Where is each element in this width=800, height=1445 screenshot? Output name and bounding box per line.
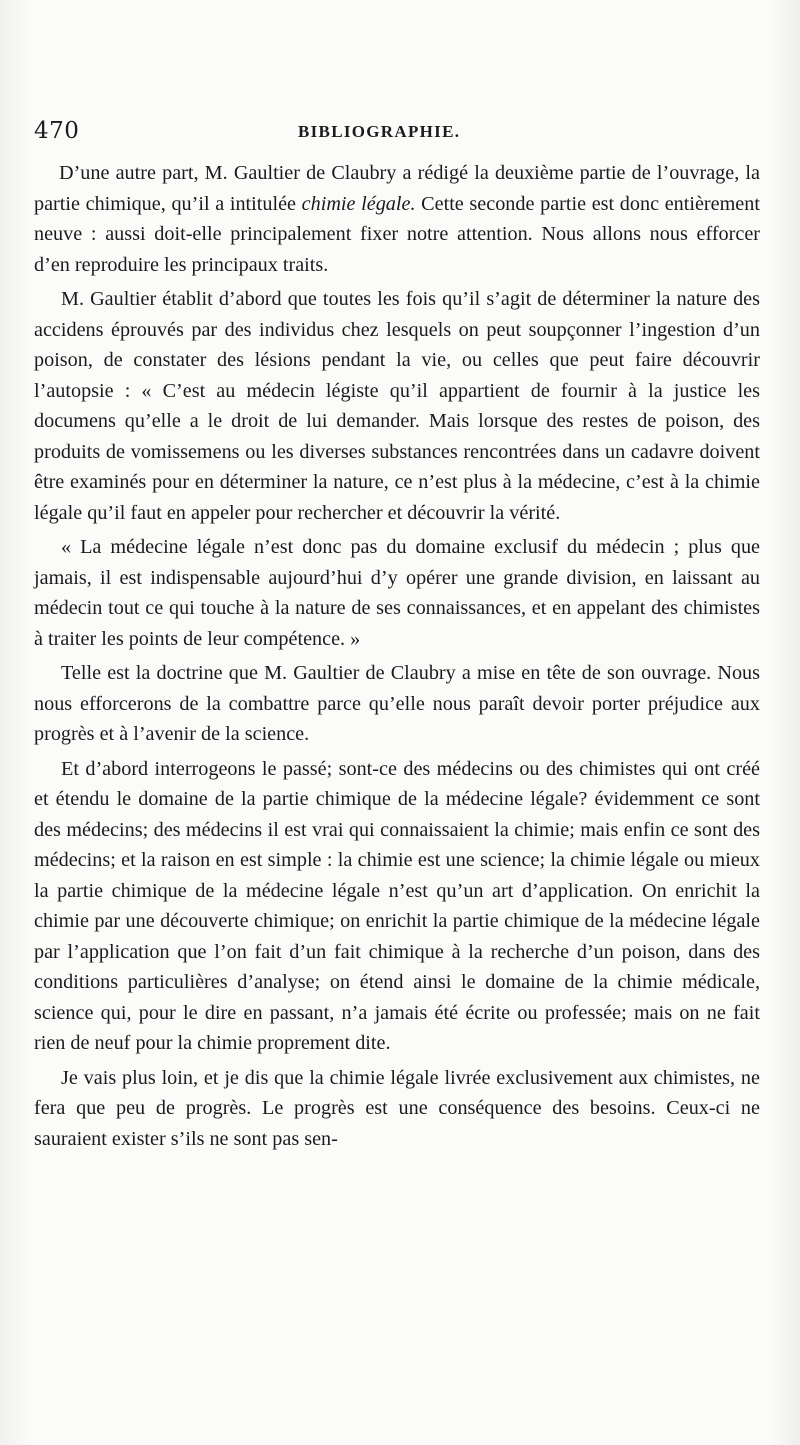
body-text — [34, 158, 760, 1154]
paragraph-6: Je vais plus loin, et je dis que la chimie légale livrée exclusivement aux chimistes, ne fera que peu de progrès. Le progrès est une conséquence des besoins. Ceux-ci ne sauraient exister s’ils ne sont pas sen- — [34, 1066, 760, 1150]
page-number: 470 — [34, 118, 80, 144]
paragraph-5: Et d’abord interrogeons le passé; sont-ce des médecins ou des chimistes qui ont créé et étendu le domaine de la partie chimique de la médecine légale? évidemment ce sont des médecins; des médecins il est vrai qui connaissaient la chimie; mais enfin ce sont des médecins; et la raison en est simple : la chimie est une science; la chimie légale ou mieux la partie chimique de la médecine légale n’est qu’un art d’application. On enrichit la chimie par une découverte chimique; on enrichit la partie chimique de la médecine légale par l’application que l’on fait d’un fait chimique à la recherche d’un poison, dans des conditions particulières d’analyse; on étend ainsi le domaine de la chimie médicale, science qui, pour le dire en passant, n’a jamais été écrite ou professée; mais on ne fait rien de neuf pour la chimie proprement dite. — [34, 757, 760, 1054]
page-header — [34, 118, 760, 152]
paragraph-3: « La médecine légale n’est donc pas du domaine exclusif du médecin ; plus que jamais, il est indispensable aujourd’hui d’y opérer une grande division, en laissant au médecin tout ce qui touche à la nature de ses connaissances, et en appelant des chimistes à traiter les points de leur compétence. » — [34, 536, 760, 650]
paragraph-4: Telle est la doctrine que M. Gaultier de Claubry a mise en tête de son ouvrage. Nous nous efforcerons de la combattre parce qu’elle nous paraît devoir porter préjudice aux progrès et à l’avenir de la science. — [34, 662, 760, 745]
paragraph-1 — [34, 158, 760, 280]
running-head: BIBLIOGRAPHIE. — [298, 122, 461, 141]
paragraph-1-text-before-italic: D’une autre part, M. Gaultier de Claubry a rédigé la deuxième partie de l’ouvrage, la partie chimique, qu’il a intitulée — [34, 162, 760, 215]
paragraph-1-italic-title: chimie légale. — [301, 192, 416, 215]
paragraph-2: M. Gaultier établit d’abord que toutes les fois qu’il s’agit de déterminer la nature des accidens éprouvés par des individus chez lesquels on peut soupçonner l’ingestion d’un poison, de constater des lésions pendant la vie, ou celles que peut faire découvrir l’autopsie : « C’est au médecin légiste qu’il appartient de fournir à la justice les documens qu’elle a le droit de lui demander. Mais lorsque des restes de poison, des produits de vomissemens ou les diverses substances rencontrées dans un cadavre doivent être examinés pour en déterminer la nature, ce n’est plus à la médecine, c’est à la chimie légale qu’il faut en appeler pour rechercher et découvrir la vérité. — [34, 288, 760, 524]
paragraph-1-text-after-italic: Cette seconde partie est donc entièrement neuve : aussi doit-elle principalement fixer notre attention. Nous allons nous efforcer d’en reproduire les principaux traits. — [34, 192, 760, 276]
